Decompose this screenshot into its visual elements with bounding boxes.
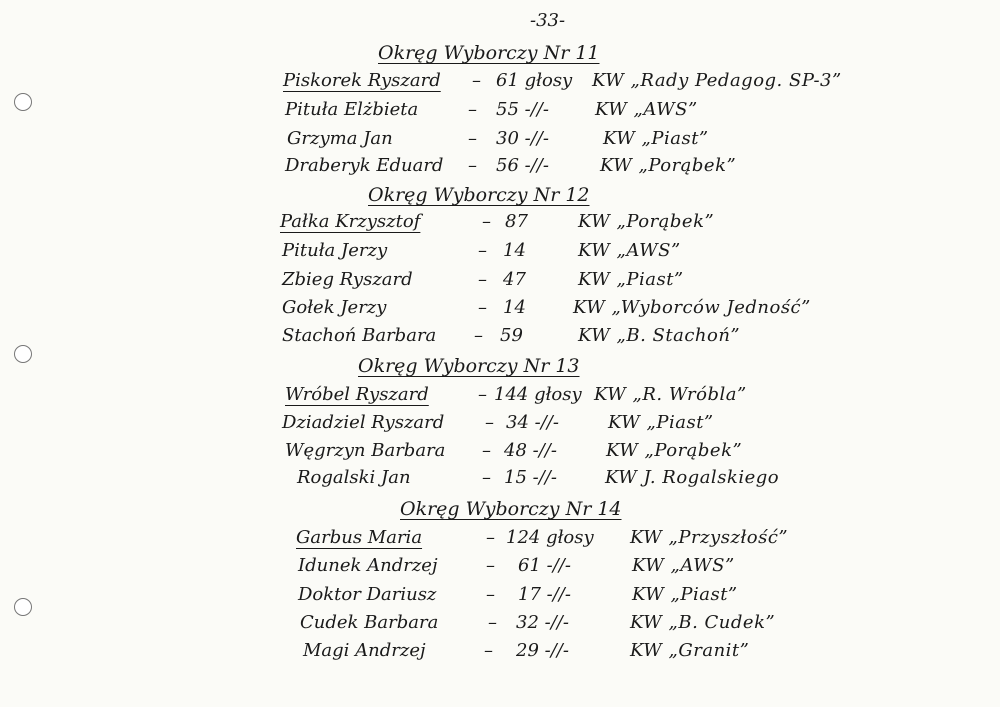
vote-count: 124 głosy bbox=[506, 527, 594, 548]
dash: – bbox=[474, 325, 483, 346]
candidate-name: Dziadziel Ryszard bbox=[282, 412, 445, 433]
vote-count: 34 -//- bbox=[506, 412, 559, 433]
district-heading: Okręg Wyborczy Nr 12 bbox=[368, 184, 590, 206]
dash: – bbox=[488, 612, 497, 633]
vote-count: 15 -//- bbox=[504, 467, 557, 488]
dash: – bbox=[468, 99, 477, 120]
candidate-row bbox=[0, 211, 1000, 239]
committee: KW „B. Stachoń” bbox=[578, 325, 741, 346]
dash: – bbox=[468, 128, 477, 149]
candidate-row bbox=[0, 612, 1000, 640]
committee: KW „R. Wróbla” bbox=[594, 384, 747, 405]
vote-count: 47 bbox=[503, 269, 526, 290]
dash: – bbox=[486, 555, 495, 576]
vote-count: 61 głosy bbox=[496, 70, 573, 91]
committee: KW „Piast” bbox=[608, 412, 714, 433]
vote-count: 61 -//- bbox=[518, 555, 571, 576]
vote-count: 87 bbox=[505, 211, 528, 232]
vote-count: 29 -//- bbox=[516, 640, 569, 661]
committee: KW „Przyszłość” bbox=[630, 527, 789, 548]
committee: KW „Porąbek” bbox=[578, 211, 715, 232]
vote-count: 14 bbox=[503, 240, 526, 261]
vote-count: 59 bbox=[500, 325, 523, 346]
dash: – bbox=[485, 412, 494, 433]
district-heading: Okręg Wyborczy Nr 14 bbox=[400, 498, 622, 520]
committee: KW „AWS” bbox=[632, 555, 735, 576]
dash: – bbox=[478, 297, 487, 318]
dash: – bbox=[482, 211, 491, 232]
dash: – bbox=[486, 527, 495, 548]
dash: – bbox=[478, 269, 487, 290]
candidate-row bbox=[0, 527, 1000, 555]
committee: KW „Piast” bbox=[632, 584, 738, 605]
candidate-row bbox=[0, 555, 1000, 583]
candidate-name: Stachoń Barbara bbox=[282, 325, 437, 346]
candidate-row bbox=[0, 297, 1000, 325]
committee: KW „Granit” bbox=[630, 640, 750, 661]
candidate-row bbox=[0, 70, 1000, 98]
candidate-name: Idunek Andrzej bbox=[298, 555, 438, 576]
candidate-name: Cudek Barbara bbox=[300, 612, 439, 633]
vote-count: 14 bbox=[503, 297, 526, 318]
candidate-name: Węgrzyn Barbara bbox=[285, 440, 446, 461]
candidate-name: Pituła Jerzy bbox=[282, 240, 388, 261]
vote-count: 144 głosy bbox=[494, 384, 582, 405]
candidate-row bbox=[0, 384, 1000, 412]
candidate-name: Zbieg Ryszard bbox=[282, 269, 413, 290]
committee: KW „AWS” bbox=[595, 99, 698, 120]
candidate-name: Piskorek Ryszard bbox=[283, 70, 441, 91]
candidate-name: Pałka Krzysztof bbox=[280, 211, 421, 232]
vote-count: 30 -//- bbox=[496, 128, 549, 149]
candidate-row bbox=[0, 240, 1000, 268]
committee: KW „Piast” bbox=[578, 269, 684, 290]
vote-count: 17 -//- bbox=[518, 584, 571, 605]
dash: – bbox=[472, 70, 481, 91]
vote-count: 56 -//- bbox=[496, 155, 549, 176]
committee: KW „B. Cudek” bbox=[630, 612, 776, 633]
candidate-name: Doktor Dariusz bbox=[298, 584, 437, 605]
dash: – bbox=[478, 240, 487, 261]
dash: – bbox=[478, 384, 487, 405]
district-heading: Okręg Wyborczy Nr 11 bbox=[378, 42, 600, 64]
candidate-name: Wróbel Ryszard bbox=[285, 384, 429, 405]
dash: – bbox=[482, 467, 491, 488]
candidate-row bbox=[0, 269, 1000, 297]
candidate-row bbox=[0, 325, 1000, 353]
dash: – bbox=[482, 440, 491, 461]
page-number: -33- bbox=[530, 10, 566, 31]
committee: KW „Wyborców Jedność” bbox=[573, 297, 811, 318]
candidate-row bbox=[0, 155, 1000, 183]
vote-count: 32 -//- bbox=[516, 612, 569, 633]
committee: KW J. Rogalskiego bbox=[605, 467, 780, 488]
candidate-name: Gołek Jerzy bbox=[282, 297, 387, 318]
vote-count: 55 -//- bbox=[496, 99, 549, 120]
committee: KW „AWS” bbox=[578, 240, 681, 261]
dash: – bbox=[484, 640, 493, 661]
candidate-row bbox=[0, 467, 1000, 495]
candidate-row bbox=[0, 584, 1000, 612]
candidate-name: Rogalski Jan bbox=[297, 467, 411, 488]
candidate-name: Pituła Elżbieta bbox=[285, 99, 419, 120]
vote-count: 48 -//- bbox=[504, 440, 557, 461]
dash: – bbox=[468, 155, 477, 176]
candidate-name: Garbus Maria bbox=[296, 527, 423, 548]
candidate-row bbox=[0, 640, 1000, 668]
candidate-row bbox=[0, 99, 1000, 127]
committee: KW „Piast” bbox=[603, 128, 709, 149]
committee: KW „Porąbek” bbox=[606, 440, 743, 461]
candidate-name: Draberyk Eduard bbox=[285, 155, 444, 176]
committee: KW „Porąbek” bbox=[600, 155, 737, 176]
dash: – bbox=[486, 584, 495, 605]
candidate-name: Grzyma Jan bbox=[287, 128, 393, 149]
district-heading: Okręg Wyborczy Nr 13 bbox=[358, 355, 580, 377]
candidate-row bbox=[0, 128, 1000, 156]
committee: KW „Rady Pedagog. SP-3” bbox=[592, 70, 842, 91]
candidate-row bbox=[0, 440, 1000, 468]
candidate-row bbox=[0, 412, 1000, 440]
candidate-name: Magi Andrzej bbox=[303, 640, 426, 661]
